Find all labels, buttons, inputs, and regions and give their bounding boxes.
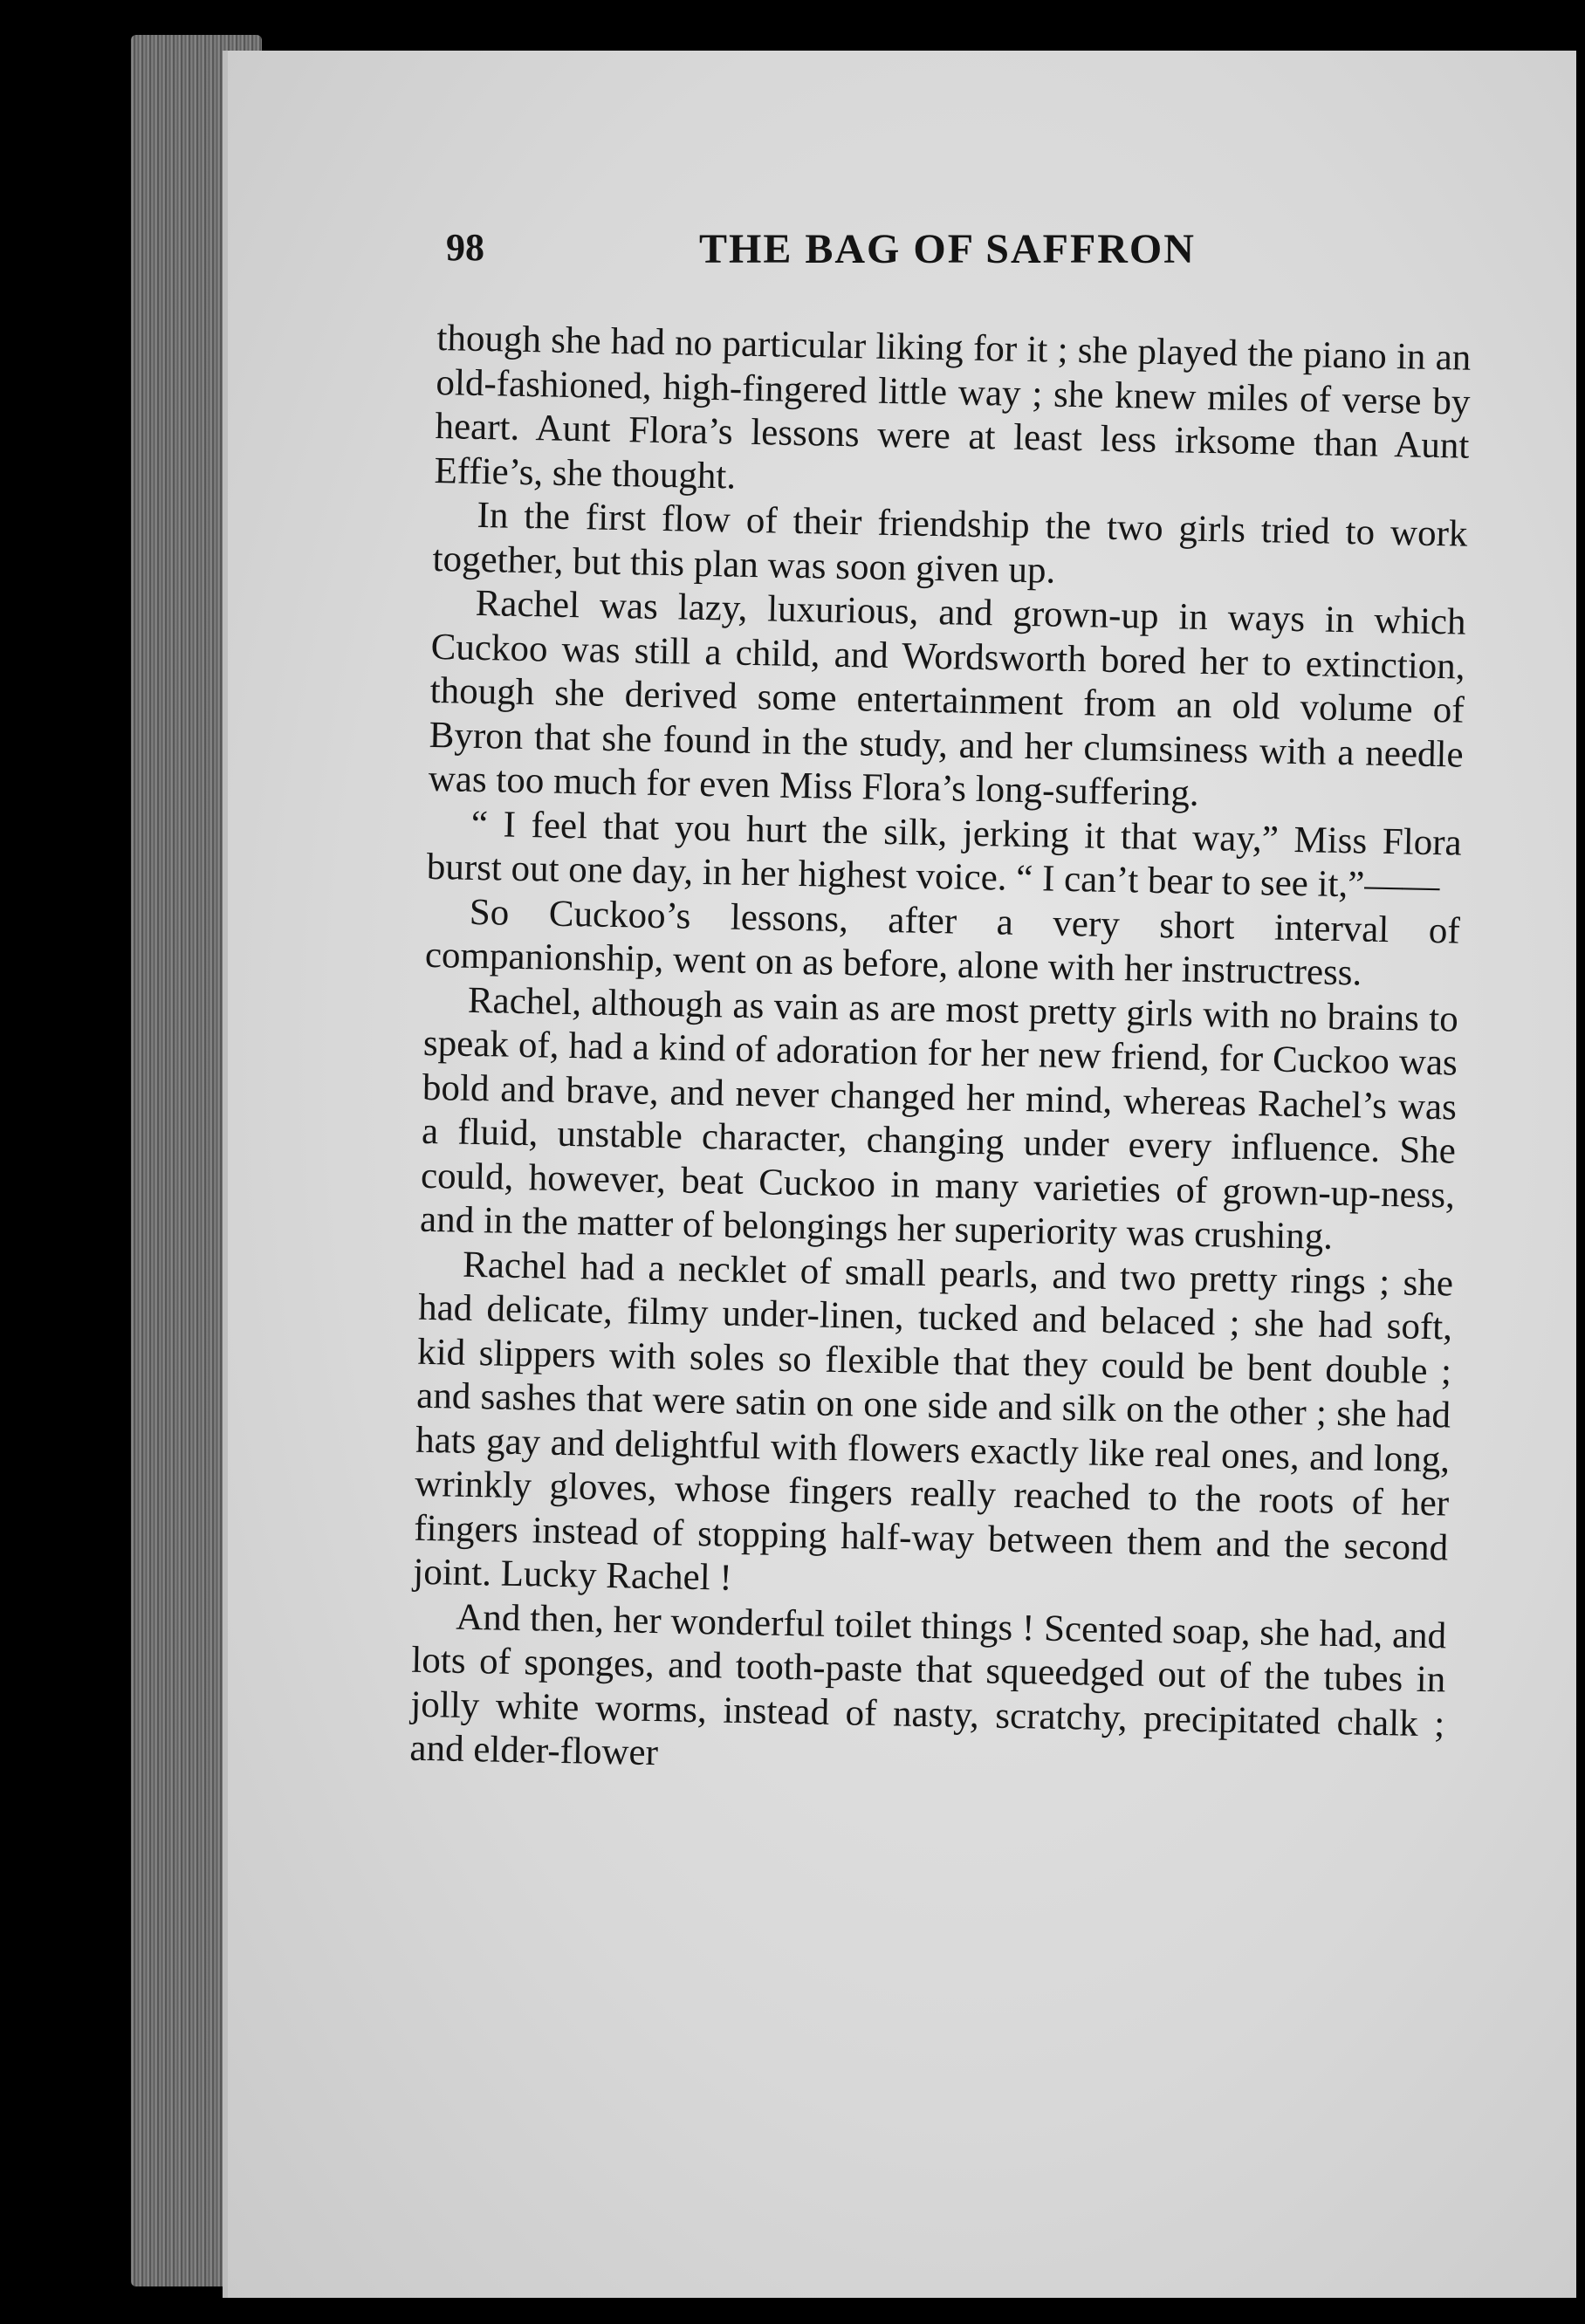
paragraph: Rachel was lazy, luxurious, and grown-up in ways in which Cuckoo was still a child, and Wordsworth bored her to extinction, though she derived some entertainment from an old volume of Byron that she found in the study, and her clumsiness with a needle was too much for even Miss Flora’s long-suffering. bbox=[428, 582, 1466, 814]
paragraph: And then, her wonderful toilet things ! Scented soap, she had, and lots of sponges, and tooth-paste that squeedged out of the tubes in jolly white worms, instead of nasty, scratchy, precipitated chalk ; and elder-flower bbox=[409, 1596, 1447, 1774]
paragraph: Rachel had a necklet of small pearls, and two pretty rings ; she had delicate, filmy under-linen, tucked and belaced ; she had soft, kid slippers with soles so flexible that they could be bent double ; and sashes that were satin on one side and silk on the other ; she had hats gay and delightful with flowers exactly like real ones, and long, wrinkly gloves, whose fingers really reached to the roots of her fingers instead of stopping half-way between them and the second joint. Lucky Rachel ! bbox=[412, 1244, 1454, 1599]
paragraph: “ I feel that you hurt the silk, jerking it that way,” Miss Flora burst out one day, in her highest voice. “ I can’t bear to see it,”—— bbox=[426, 803, 1463, 908]
running-title: THE BAG OF SAFFRON bbox=[699, 226, 1196, 272]
paragraph: In the first flow of their friendship the two girls tried to work together, but this plan was soon given up. bbox=[432, 494, 1468, 592]
paragraph: though she had no particular liking for it ; she played the piano in an old-fashioned, high-fingered little way ; she knew miles of verse by heart. Aunt Flora’s lessons were at least less irksome than Aunt Effie’s, she thought. bbox=[434, 317, 1472, 497]
book-page bbox=[223, 51, 1576, 2298]
paragraph: Rachel, although as vain as are most pretty girls with no brains to speak of, had a kind of adoration for her new friend, for Cuckoo was bold and brave, and never changed her mind, whereas Rachel’s was a fluid, unstable character, changing under every influence. She could, however, beat Cuckoo in many varieties of grown-up-ness, and in the matter of belongings her superiority was crushing. bbox=[419, 979, 1459, 1258]
body-text bbox=[409, 317, 1472, 1791]
page-number: 98 bbox=[446, 226, 484, 269]
paragraph: So Cuckoo’s lessons, after a very short interval of companionship, went on as before, alone with her instructress. bbox=[424, 891, 1461, 994]
